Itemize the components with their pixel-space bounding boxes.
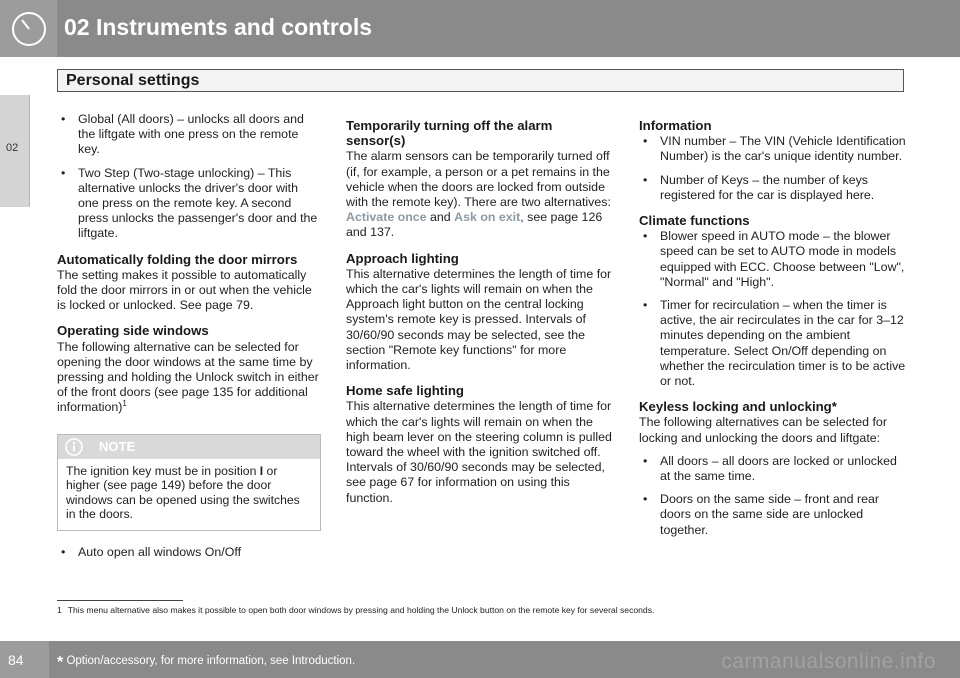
chapter-side-tab xyxy=(0,95,30,207)
note-header xyxy=(58,435,320,459)
heading-alarm-sensors: Temporarily turning off the alarm sensor(s) xyxy=(346,118,553,149)
list-item: • Two Step (Two-stage unlocking) – This alternative unlocks the driver's door with one press on the remote key. A second press unlocks the passenger's door and the liftgate. xyxy=(61,165,318,241)
paragraph: The following alternative can be selected for opening the door windows at the same time by pressing and holding the Unlock switch in either of the front doors (see page 135 for additional information)$^1$ xyxy=(57,339,319,415)
footnote-number: 1 xyxy=(57,605,62,615)
list-item: • Doors on the same side – front and rear doors on the same side are unlocked together. xyxy=(643,492,880,537)
watermark: carmanualsonline.info xyxy=(721,650,936,673)
option-ask-on-exit: Ask on exit xyxy=(454,210,521,225)
option-activate-once: Activate once xyxy=(346,210,427,225)
list-item: • Blower speed in AUTO mode – the blower speed can be set to AUTO mode in models equipped with ECC. Choose between "Low", "Normal" and "High". xyxy=(643,229,905,289)
list-item: • VIN number – The VIN (Vehicle Identification Number) is the car's unique identity number. xyxy=(643,134,906,164)
list-item: • Global (All doors) – unlocks all doors and the liftgate with one press on the remote key. xyxy=(61,112,304,157)
paragraph: The following alternatives can be selected for locking and unlocking the doors and liftgate: xyxy=(639,415,887,445)
footnote-text: This menu alternative also makes it possible to open both door windows by pressing and holding the Unlock button on the remote key for several seconds. xyxy=(67,605,655,615)
section-bar xyxy=(57,69,904,92)
footer-note: * Option/accessory, for more information, see Introduction. xyxy=(57,654,356,671)
list-item: • All doors – all doors are locked or unlocked at the same time. xyxy=(643,453,897,484)
paragraph: The alarm sensors can be temporarily turned off (if, for example, a person or a pet remains in the vehicle when the doors are locked from outside with the remote key). There are two alternatives: Activate once and Ask on exit, see page 126 and 137. xyxy=(346,149,611,240)
page-number-box xyxy=(0,641,49,678)
footnote-ref: 1 xyxy=(122,399,127,409)
paragraph: This alternative determines the length of time for which the car's lights will remain on when the Approach light button on the central locking system's remote key is pressed. Intervals of 30/60/90 seconds may be selected, see the section "Remote key functions" for more information. xyxy=(346,266,612,373)
page-footer xyxy=(0,641,960,678)
list-item: • Auto open all windows On/Off xyxy=(61,545,242,560)
paragraph: The setting makes it possible to automatically fold the door mirrors in or out when the vehicle is locked or unlocked. See page 79. xyxy=(57,267,312,313)
note-label: NOTE xyxy=(99,438,136,454)
section-title: Personal settings xyxy=(66,72,200,89)
info-circle-icon xyxy=(65,438,83,460)
heading-climate-functions: Climate functions xyxy=(639,213,750,229)
note-body: The ignition key must be in position I or higher (see page 149) before the door windows can be opened using the switches in the doors. xyxy=(66,463,300,522)
list-item: • Timer for recirculation – when the timer is active, the air recirculates in the car for 3–12 minutes depending on the ambient temperature. Select On/Off depending on whether the recirculation timer is to be active or not. xyxy=(643,298,906,389)
chapter-title: 02 Instruments and controls xyxy=(64,14,373,40)
asterisk: * xyxy=(57,654,64,671)
paragraph: This alternative determines the length of time for which the car's lights will remain on when the high beam lever on the steering column is pulled toward the wheel with the ignition switched off. Intervals of 30/60/90 seconds may be selected, see page 67 for information on using this function. xyxy=(346,399,612,505)
column-2 xyxy=(346,112,614,514)
heading-home-safe-lighting: Home safe lighting xyxy=(346,383,464,399)
gauge-icon xyxy=(0,0,57,57)
column-1 xyxy=(57,112,321,568)
side-tab-label: 02 xyxy=(6,142,19,154)
list-item: • Number of Keys – the number of keys registered for the car is displayed here. xyxy=(643,172,875,202)
heading-folding-mirrors: Automatically folding the door mirrors xyxy=(57,251,298,267)
heading-side-windows: Operating side windows xyxy=(57,323,209,339)
footnote xyxy=(57,605,654,615)
chapter-header xyxy=(0,0,960,57)
heading-keyless-locking: Keyless locking and unlocking* xyxy=(639,399,837,415)
column-3 xyxy=(639,112,907,546)
page-number: 84 xyxy=(8,652,24,668)
heading-information: Information xyxy=(639,118,712,133)
note-box xyxy=(57,434,321,531)
heading-approach-lighting: Approach lighting xyxy=(346,250,459,266)
footnote-divider xyxy=(57,600,183,601)
